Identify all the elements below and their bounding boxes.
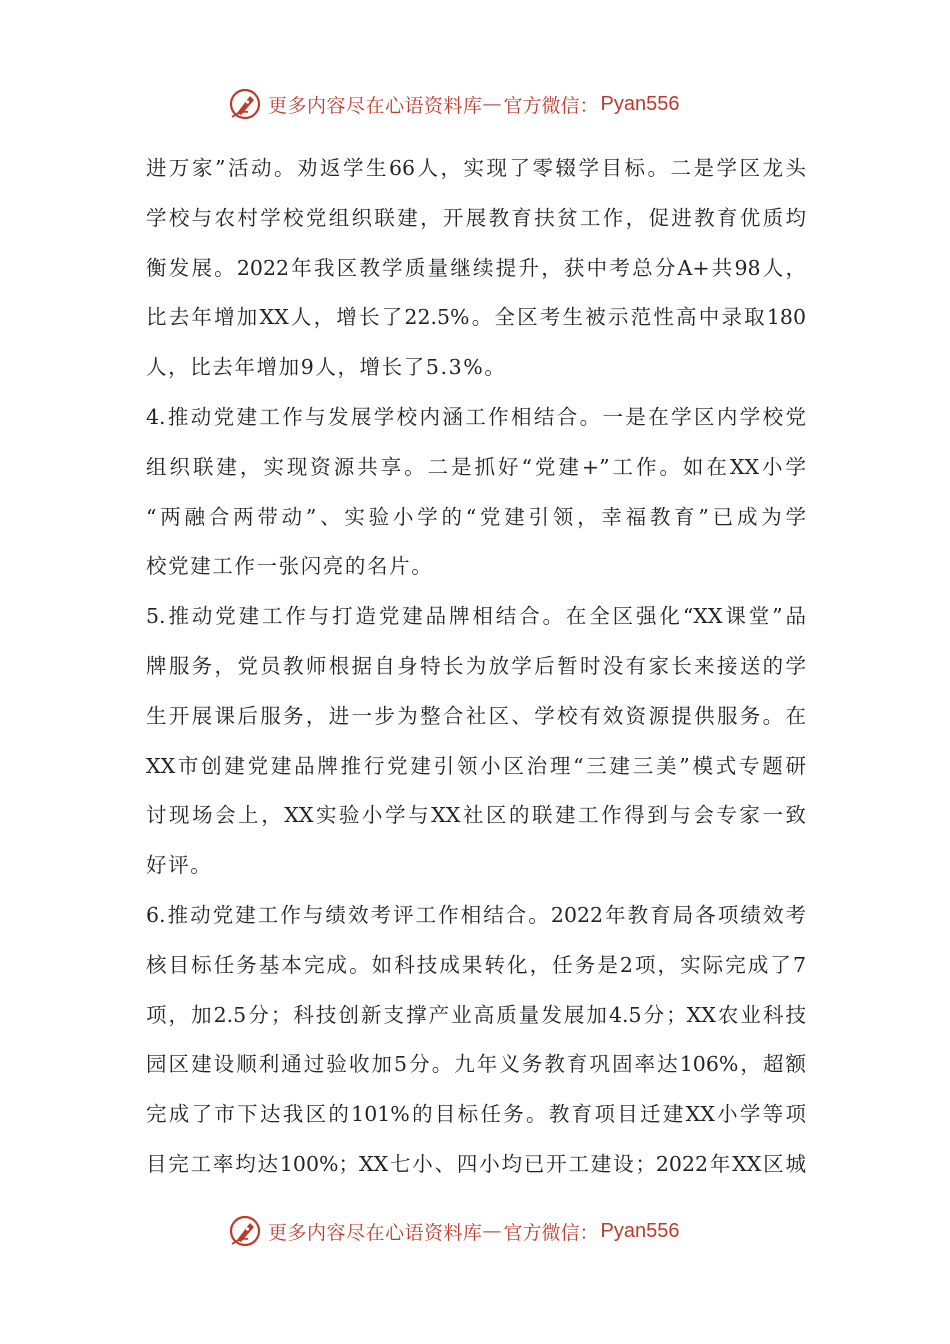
header-watermark	[228, 84, 748, 124]
watermark-wechat-id: Pyan556	[600, 1219, 680, 1242]
text-line: 5.推动党建工作与打造党建品牌相结合。在全区强化“XX课堂”品	[146, 604, 806, 629]
text-line: 学校与农村学校党组织联建，开展教育扶贫工作，促进教育优质均	[146, 205, 806, 230]
text-line: 4.推动党建工作与发展学校内涵工作相结合。一是在学区内学校党	[146, 404, 806, 429]
text-line: 校党建工作一张闪亮的名片。	[146, 554, 434, 579]
text-line: 完成了市下达我区的101%的目标任务。教育项目迁建XX小学等项	[146, 1102, 806, 1127]
watermark-wechat-id: Pyan556	[600, 92, 680, 115]
text-line: 园区建设顺利通过验收加5分。九年义务教育巩固率达106%，超额	[146, 1052, 806, 1077]
text-line: 讨现场会上，XX实验小学与XX社区的联建工作得到与会专家一致	[146, 803, 806, 828]
pen-nib-circle-icon	[228, 1214, 262, 1248]
watermark-brand: 更多内容尽在心语资料库	[268, 1221, 483, 1244]
text-line: 好评。	[146, 853, 213, 878]
text-line: 目完工率均达100%；XX七小、四小均已开工建设；2022年XX区城	[146, 1151, 806, 1176]
pen-nib-circle-icon	[228, 87, 262, 121]
watermark-brand: 更多内容尽在心语资料库	[268, 94, 483, 117]
text-line: 进万家”活动。劝返学生66人，实现了零辍学目标。二是学区龙头	[146, 156, 806, 180]
footer-watermark	[228, 1211, 748, 1251]
text-line: 衡发展。2022年我区教学质量继续提升，获中考总分A+共98人，	[146, 255, 806, 280]
text-line: 人，比去年增加9人，增长了5.3%。	[146, 355, 507, 380]
text-line: 牌服务，党员教师根据自身特长为放学后暂时没有家长来接送的学	[146, 653, 806, 678]
text-line: 项，加2.5分；科技创新支撑产业高质量发展加4.5分；XX农业科技	[146, 1002, 806, 1027]
text-line: 比去年增加XX人，增长了22.5%。全区考生被示范性高中录取180	[146, 305, 806, 330]
text-line: “两融合两带动”、实验小学的“党建引领，幸福教育”已成为学	[146, 504, 806, 529]
text-line: 6.推动党建工作与绩效考评工作相结合。2022年教育局各项绩效考	[146, 902, 806, 927]
text-line: 生开展课后服务，进一步为整合社区、学校有效资源提供服务。在	[146, 703, 806, 728]
watermark-dash: —	[482, 1220, 502, 1242]
text-line: 组织联建，实现资源共享。二是抓好“党建+”工作。如在XX小学	[146, 454, 806, 479]
watermark-dash: —	[482, 93, 502, 115]
body-text	[146, 146, 806, 1192]
watermark-official-label: 官方微信：	[503, 1221, 599, 1244]
text-line: XX市创建党建品牌推行党建引领小区治理“三建三美”模式专题研	[146, 753, 806, 778]
watermark-official-label: 官方微信：	[503, 94, 599, 117]
text-line: 核目标任务基本完成。如科技成果转化，任务是2项，实际完成了7	[146, 952, 806, 977]
